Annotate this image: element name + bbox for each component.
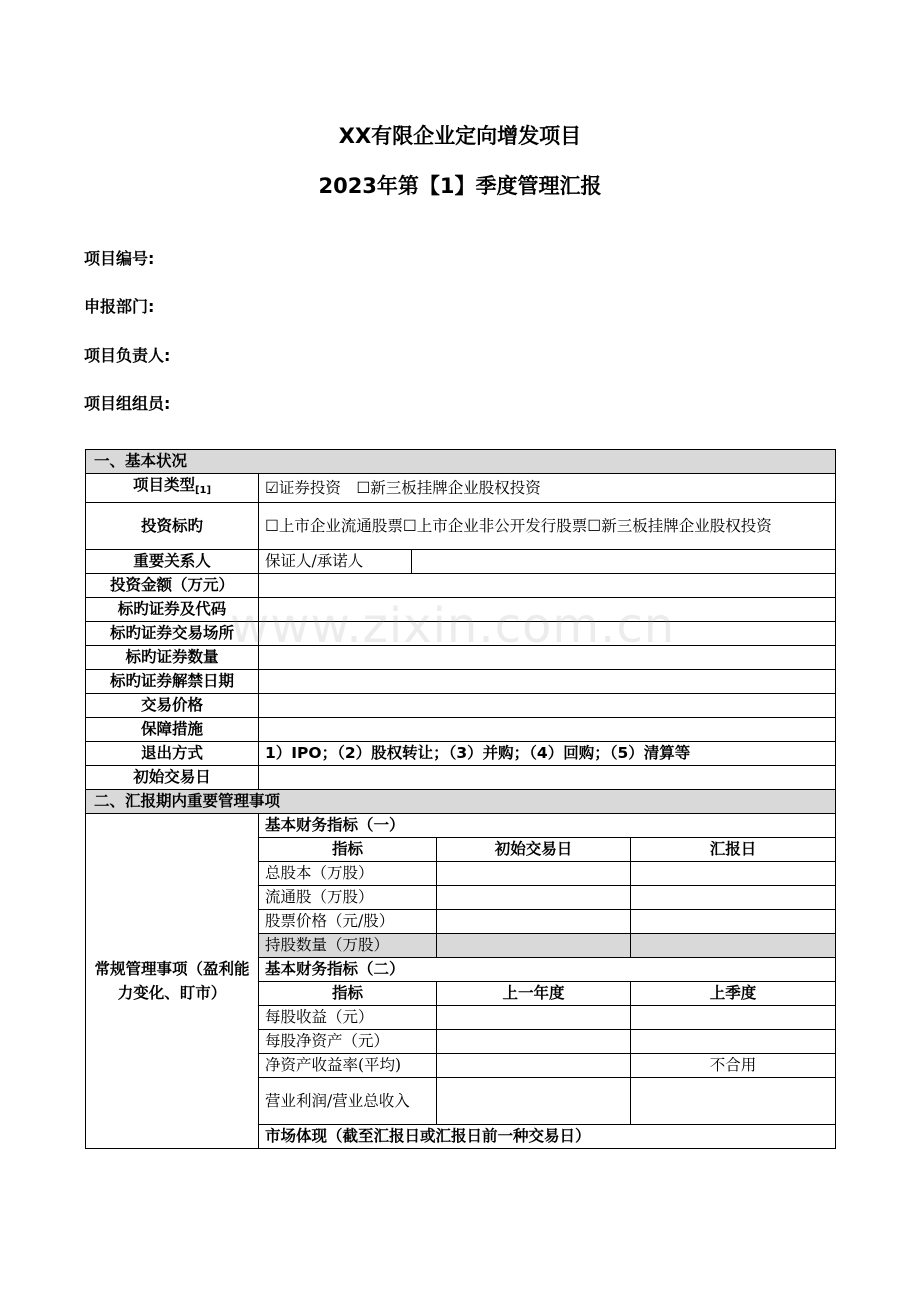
fin1-row-label: 流通股（万股） <box>259 886 437 910</box>
section-management-items: 二、汇报期内重要管理事项 <box>86 790 836 814</box>
key-contact-input[interactable] <box>412 550 836 574</box>
fin2-header-prev-quarter: 上季度 <box>631 982 836 1006</box>
row-value-price[interactable] <box>259 694 836 718</box>
investment-target-label: 投资标旳 <box>86 503 259 550</box>
market-performance-title: 市场体现（截至汇报日或汇报日前一种交易日） <box>259 1125 836 1149</box>
fin1-cell[interactable] <box>631 910 836 934</box>
fin1-header-initial: 初始交易日 <box>437 838 631 862</box>
fin2-header-prev-year: 上一年度 <box>437 982 631 1006</box>
row-label-price: 交易价格 <box>86 694 259 718</box>
fin2-row-label: 营业利润/营业总收入 <box>259 1078 437 1125</box>
section-basic-status: 一、基本状况 <box>86 450 836 474</box>
row-value-exchange[interactable] <box>259 622 836 646</box>
row-label-guarantee: 保障措施 <box>86 718 259 742</box>
fin1-title: 基本财务指标（一） <box>259 814 836 838</box>
fin2-row-label: 每股收益（元） <box>259 1006 437 1030</box>
not-applicable-cell: 不合用 <box>631 1054 836 1078</box>
fin1-cell[interactable] <box>437 910 631 934</box>
fin2-cell[interactable] <box>631 1030 836 1054</box>
fin1-header-report: 汇报日 <box>631 838 836 862</box>
fin1-cell[interactable] <box>437 862 631 886</box>
fin1-cell[interactable] <box>631 886 836 910</box>
report-table <box>85 449 836 1149</box>
fin1-header-indicator: 指标 <box>259 838 437 862</box>
key-contact-value: 保证人/承诺人 <box>259 550 412 574</box>
exit-method-label: 退出方式 <box>86 742 259 766</box>
row-value-quantity[interactable] <box>259 646 836 670</box>
routine-management-label: 常规管理事项（盈利能力变化、盯市） <box>86 814 259 1149</box>
row-value-security-code[interactable] <box>259 598 836 622</box>
row-value-unlock-date[interactable] <box>259 670 836 694</box>
project-type-value[interactable]: ☑证券投资 ☐新三板挂牌企业股权投资 <box>259 474 836 503</box>
fin2-row-label: 净资产收益率(平均) <box>259 1054 437 1078</box>
fin1-row-label: 总股本（万股） <box>259 862 437 886</box>
investment-target-value[interactable]: ☐上市企业流通股票☐上市企业非公开发行股票☐新三板挂牌企业股权投资 <box>259 503 836 550</box>
field-project-number: 项目编号: <box>84 249 155 268</box>
document-title: XX有限企业定向增发项目 <box>338 124 582 148</box>
row-label-exchange: 标旳证券交易场所 <box>86 622 259 646</box>
fin1-row-label-shaded: 持股数量（万股） <box>259 934 437 958</box>
watermark: www.zixin.com.cn <box>230 598 676 654</box>
row-value-amount[interactable] <box>259 574 836 598</box>
row-label-quantity: 标旳证券数量 <box>86 646 259 670</box>
row-label-security-code: 标旳证券及代码 <box>86 598 259 622</box>
fin2-title: 基本财务指标（二） <box>259 958 836 982</box>
fin2-cell[interactable] <box>631 1078 836 1125</box>
project-type-label: 项目类型[1] <box>86 474 259 503</box>
row-label-amount: 投资金额（万元） <box>86 574 259 598</box>
footnote-ref: [1] <box>194 485 212 496</box>
exit-method-value: 1）IPO；（2）股权转让；（3）并购；（4）回购；（5）清算等 <box>259 742 836 766</box>
fin1-cell[interactable] <box>631 862 836 886</box>
fin2-cell[interactable] <box>437 1054 631 1078</box>
row-label-unlock-date: 标旳证券解禁日期 <box>86 670 259 694</box>
fin1-cell-shaded[interactable] <box>631 934 836 958</box>
fin1-cell[interactable] <box>437 886 631 910</box>
fin2-cell[interactable] <box>437 1030 631 1054</box>
field-project-lead: 项目负责人: <box>84 346 171 365</box>
fin2-header-indicator: 指标 <box>259 982 437 1006</box>
fin2-cell[interactable] <box>437 1006 631 1030</box>
initial-date-value[interactable] <box>259 766 836 790</box>
fin1-row-label: 股票价格（元/股） <box>259 910 437 934</box>
field-team-members: 项目组组员: <box>84 394 171 413</box>
fin2-cell[interactable] <box>437 1078 631 1125</box>
fin2-cell[interactable] <box>631 1006 836 1030</box>
row-value-guarantee[interactable] <box>259 718 836 742</box>
fin2-row-label: 每股净资产（元） <box>259 1030 437 1054</box>
document-subtitle: 2023年第【1】季度管理汇报 <box>318 174 602 198</box>
fin1-cell-shaded[interactable] <box>437 934 631 958</box>
initial-date-label: 初始交易日 <box>86 766 259 790</box>
field-department: 申报部门: <box>84 297 155 316</box>
key-contact-label: 重要关系人 <box>86 550 259 574</box>
